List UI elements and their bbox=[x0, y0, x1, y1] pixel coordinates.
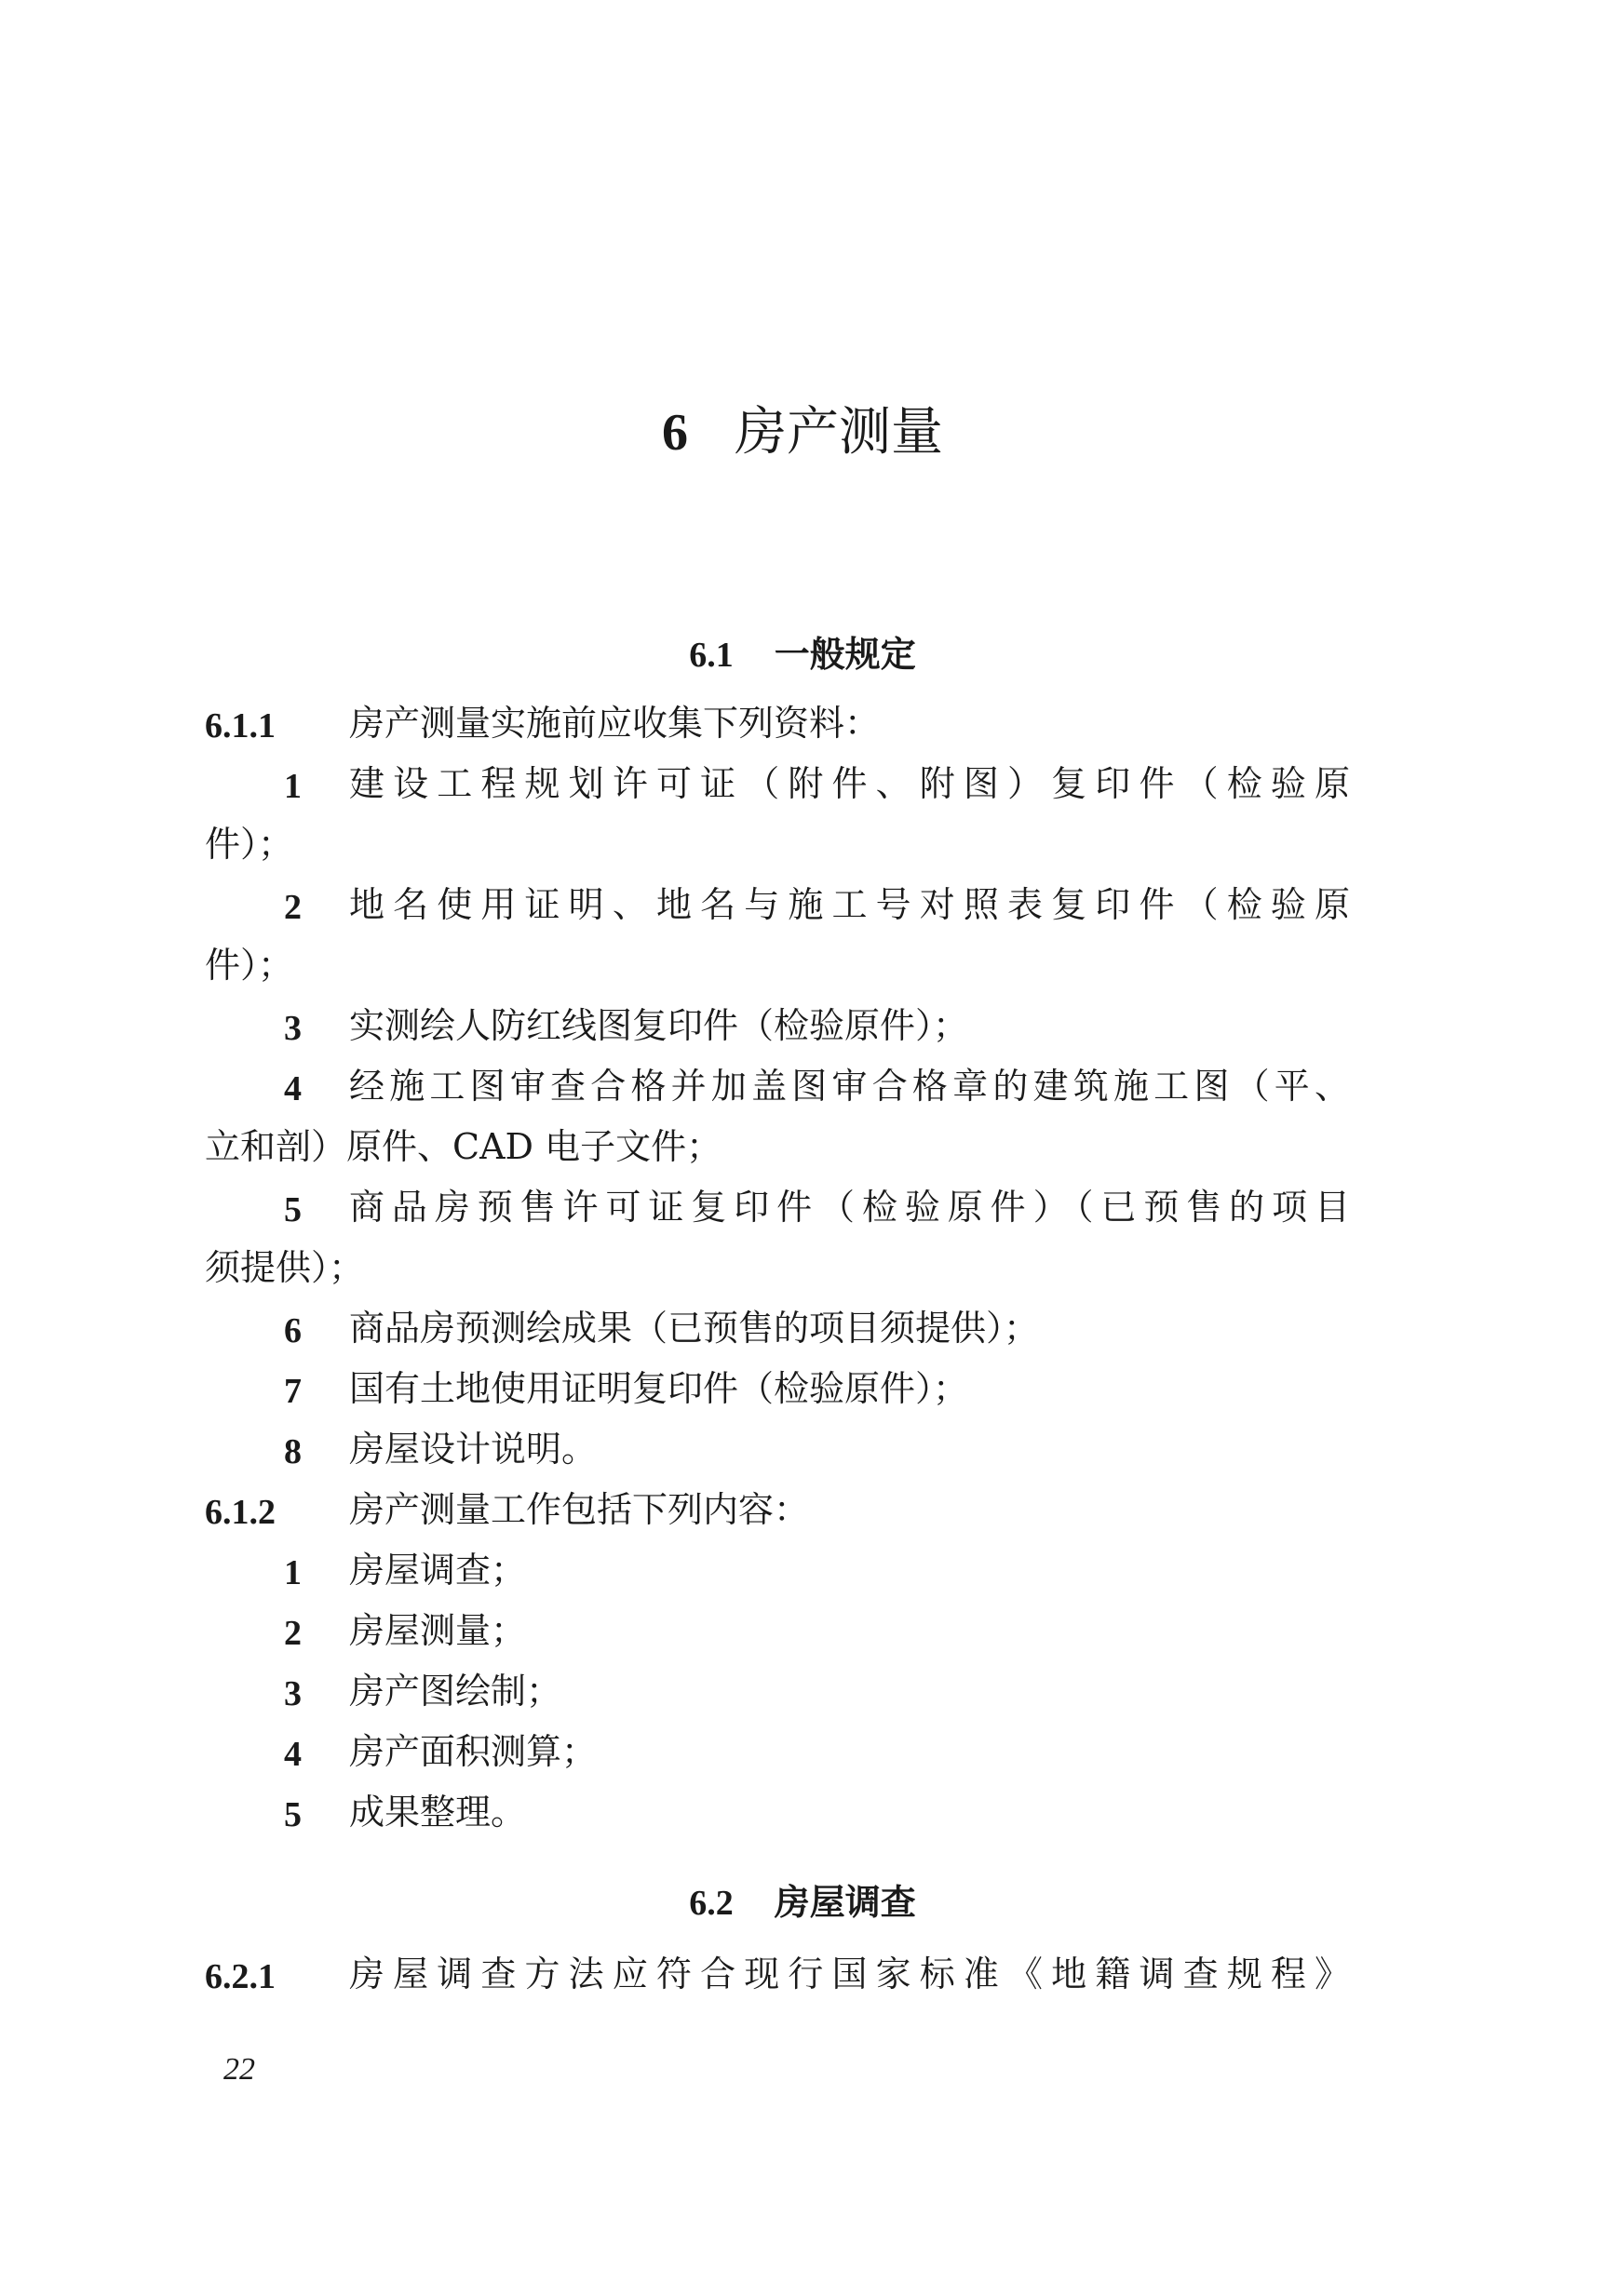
list-item-number: 1 bbox=[284, 1553, 302, 1592]
list-item-text: 国有土地使用证明复印件（检验原件）； bbox=[349, 1368, 969, 1409]
section-title-6-2 bbox=[0, 1873, 1605, 1925]
clause-text-6-2-1: 房屋调查方法应符合现行国家标准《地籍调查规程》 bbox=[349, 1954, 1350, 1994]
list-item-number: 4 bbox=[284, 1069, 302, 1108]
list-item-number: 3 bbox=[284, 1009, 302, 1048]
section-title-6-1 bbox=[0, 625, 1605, 677]
clause-text-6-1-1: 房产测量实施前应收集下列资料： bbox=[349, 703, 881, 744]
chapter-number: 6 bbox=[662, 404, 688, 462]
list-item-text: 建设工程规划许可证（附件、附图）复印件（检验原 bbox=[349, 763, 1350, 804]
list-item-number: 1 bbox=[284, 767, 302, 806]
list-item-number: 3 bbox=[284, 1674, 302, 1713]
list-item-number: 5 bbox=[284, 1795, 302, 1834]
list-item-text: 房屋设计说明。 bbox=[349, 1429, 598, 1470]
list-item-number: 2 bbox=[284, 888, 302, 927]
list-item-number: 2 bbox=[284, 1614, 302, 1653]
list-item-text: 经施工图审查合格并加盖图审合格章的建筑施工图（平、 bbox=[349, 1066, 1350, 1107]
section-title-text: 房屋调查 bbox=[774, 1882, 916, 1923]
list-item-text: 房产面积测算； bbox=[349, 1731, 598, 1772]
clause-text-6-1-2: 房产测量工作包括下列内容： bbox=[349, 1489, 810, 1530]
list-item-text-cont: 须提供）； bbox=[205, 1247, 365, 1288]
list-item-text-cont: 立和剖）原件、CAD 电子文件； bbox=[205, 1126, 722, 1167]
list-item-text: 房屋测量； bbox=[349, 1610, 527, 1651]
list-item-text-cont: 件）； bbox=[205, 945, 294, 986]
list-item-text: 商品房预售许可证复印件（检验原件）（已预售的项目 bbox=[349, 1187, 1350, 1228]
list-item-text: 房产图绘制； bbox=[349, 1671, 562, 1712]
list-item-number: 7 bbox=[284, 1372, 302, 1411]
list-item-text: 实测绘人防红线图复印件（检验原件）； bbox=[349, 1005, 969, 1046]
clause-number-6-2-1: 6.2.1 bbox=[205, 1957, 276, 1996]
section-number: 6.1 bbox=[689, 636, 734, 675]
page-number: 22 bbox=[223, 2052, 255, 2087]
section-number: 6.2 bbox=[689, 1884, 734, 1923]
clause-number-6-1-2: 6.1.2 bbox=[205, 1493, 276, 1532]
list-item-number: 4 bbox=[284, 1735, 302, 1774]
list-item-text: 房屋调查； bbox=[349, 1550, 527, 1591]
list-item-number: 6 bbox=[284, 1311, 302, 1350]
list-item-number: 8 bbox=[284, 1432, 302, 1471]
section-title-text: 一般规定 bbox=[774, 634, 916, 675]
chapter-title bbox=[0, 391, 1605, 465]
list-item-number: 5 bbox=[284, 1190, 302, 1229]
list-item-text: 商品房预测绘成果（已预售的项目须提供）； bbox=[349, 1308, 1040, 1349]
chapter-title-text: 房产测量 bbox=[735, 402, 943, 463]
list-item-text: 地名使用证明、地名与施工号对照表复印件（检验原 bbox=[349, 884, 1350, 925]
list-item-text-cont: 件）； bbox=[205, 824, 294, 865]
clause-number-6-1-1: 6.1.1 bbox=[205, 706, 276, 745]
list-item-text: 成果整理。 bbox=[349, 1792, 527, 1833]
